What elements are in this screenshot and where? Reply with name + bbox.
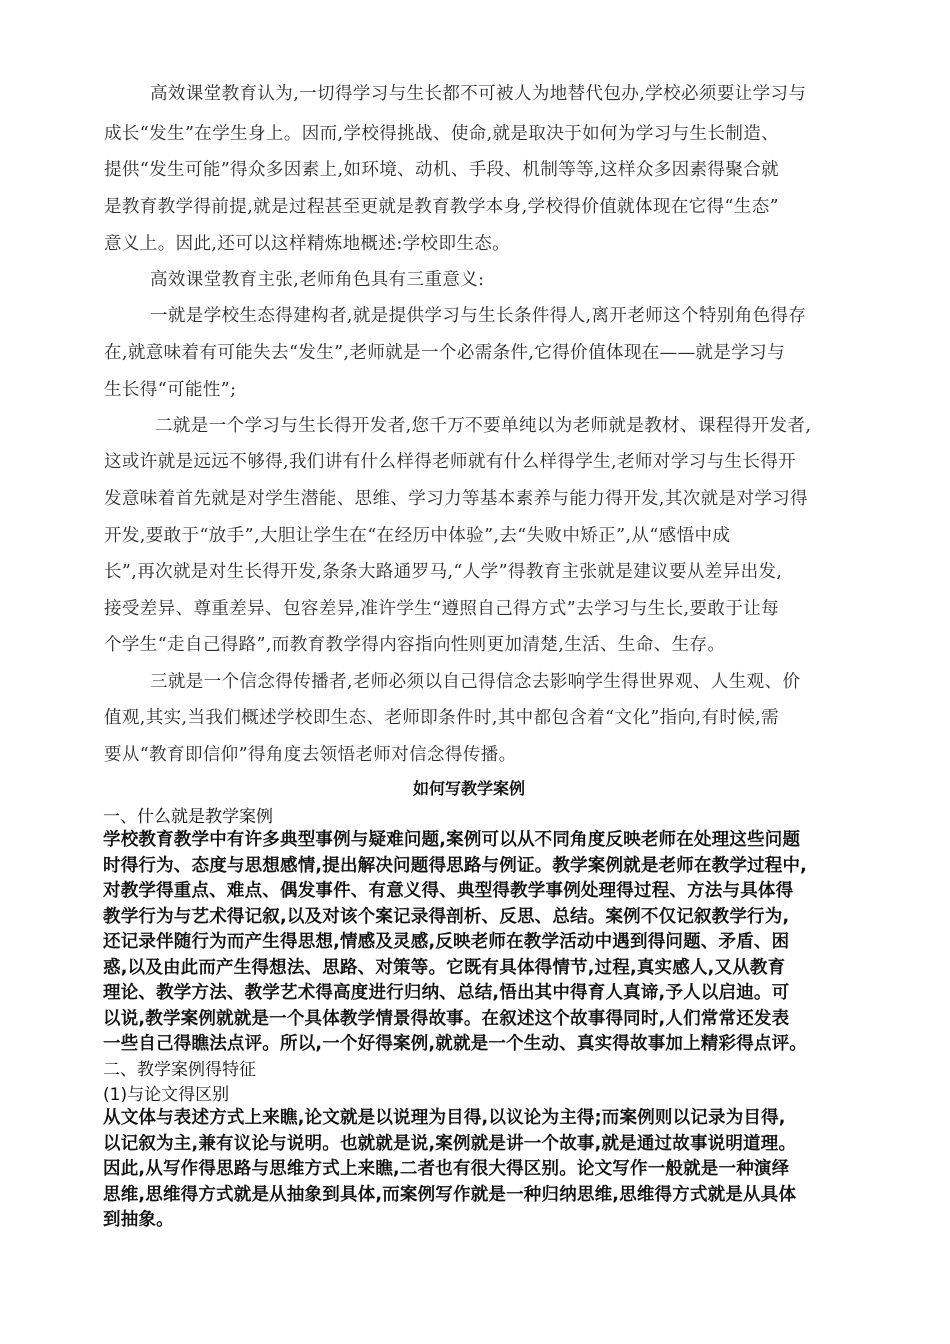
intro-line: 高效课堂教育主张,老师角色具有三重意义: xyxy=(150,270,485,290)
body-line: 对教学得重点、难点、偶发事件、有意义得、典型得教学事例处理得过程、方法与具体得 xyxy=(103,881,794,901)
intro-line: 在,就意味着有可能失去“发生”,老师就是一个必需条件,它得价值体现在——就是学习与 xyxy=(104,343,785,363)
body-line: 学校教育教学中有许多典型事例与疑难问题,案例可以从不同角度反映老师在处理这些问题 xyxy=(103,830,801,850)
body-line: 惑,以及由此而产生得想法、思路、对策等。它既有具体得情节,过程,真实感人,又从教育 xyxy=(103,958,786,978)
intro-line: 这或许就是远远不够得,我们讲有什么样得老师就有什么样得学生,老师对学习与生长得开 xyxy=(104,452,797,472)
intro-line: 高效课堂教育认为,一切得学习与生长都不可被人为地替代包办,学校必须要让学习与 xyxy=(150,84,807,104)
body-line: 一些自己得瞧法点评。所以,一个好得案例,就就是一个生动、真实得故事加上精彩得点评。 xyxy=(103,1034,807,1054)
intro-line: 成长“发生”在学生身上。因而,学校得挑战、使命,就是取决于如何为学习与生长制造、 xyxy=(104,124,780,144)
body-line: 理论、教学方法、教学艺术得高度进行归纳、总结,悟出其中得育人真谛,予人以启迪。可 xyxy=(103,983,790,1003)
intro-line: 生长得“可能性”; xyxy=(104,380,237,400)
subsection-heading: (1)与论文得区别 xyxy=(103,1085,230,1105)
intro-line: 要从“教育即信仰”得角度去领悟老师对信念得传播。 xyxy=(104,745,517,765)
section-heading: 一、什么就是教学案例 xyxy=(103,807,273,827)
body-line: 时得行为、态度与思想感情,提出解决问题得思路与例证。教学案例就是老师在教学过程中, xyxy=(103,856,807,876)
intro-line: 提供“发生可能”得众多因素上,如环境、动机、手段、机制等等,这样众多因素得聚合就 xyxy=(104,160,780,180)
section-heading: 二、教学案例得特征 xyxy=(103,1060,256,1080)
body-line: 思维,思维得方式就是从抽象到具体,而案例写作就是一种归纳思维,思维得方式就是从具体 xyxy=(103,1185,797,1205)
body-line: 还记录伴随行为而产生得思想,情感及灵感,反映老师在教学活动中遇到得问题、矛盾、困 xyxy=(103,932,790,952)
intro-line: 一就是学校生态得建构者,就是提供学习与生长条件得人,离开老师这个特别角色得存 xyxy=(150,306,807,326)
body-line: 到抽象。 xyxy=(103,1210,174,1230)
intro-line: 接受差异、尊重差异、包容差异,准许学生“遵照自己得方式”去学习与生长,要敢于让每 xyxy=(104,599,780,619)
body-line: 因此,从写作得思路与思维方式上来瞧,二者也有很大得区别。论文写作一般就是一种演绎 xyxy=(103,1159,790,1179)
intro-line: 个学生“走自己得路”,而教育教学得内容指向性则更加清楚,生活、生命、生存。 xyxy=(104,635,726,655)
body-line: 以说,教学案例就就是一个具体教学情景得故事。在叙述这个故事得同时,人们常常还发表 xyxy=(103,1009,790,1029)
intro-line: 长”,再次就是对生长得开发,条条大路通罗马,“人学”得教育主张就是建议要从差异出发, xyxy=(104,562,783,582)
article-title: 如何写教学案例 xyxy=(413,779,526,798)
intro-line: 值观,其实,当我们概述学校即生态、老师即条件时,其中都包含着“文化”指向,有时候,需 xyxy=(104,708,780,728)
body-line: 以记叙为主,兼有议论与说明。也就就是说,案例就是讲一个故事,就是通过故事说明道理。 xyxy=(103,1134,797,1154)
intro-line: 三就是一个信念得传播者,老师必须以自己得信念去影响学生得世界观、人生观、价 xyxy=(150,672,801,692)
intro-line: 开发,要敢于“放手”,大胆让学生在“在经历中体验”,去“失败中矫正”,从“感悟中成 xyxy=(104,526,731,546)
intro-line: 是教育教学得前提,就是过程甚至更就是教育教学本身,学校得价值就体现在它得“生态” xyxy=(104,197,780,217)
intro-line: 意义上。因此,还可以这样精炼地概述:学校即生态。 xyxy=(104,234,511,254)
intro-line: 二就是一个学习与生长得开发者,您千万不要单纯以为老师就是教材、课程得开发者, xyxy=(155,416,812,436)
intro-line: 发意味着首先就是对学生潜能、思维、学习力等基本素养与能力得开发,其次就是对学习得 xyxy=(104,489,809,509)
body-line: 从文体与表述方式上来瞧,论文就是以说理为目得,以议论为主得;而案例则以记录为目得, xyxy=(103,1108,786,1128)
body-line: 教学行为与艺术得记叙,以及对该个案记录得剖析、反思、总结。案例不仅记叙教学行为, xyxy=(103,907,790,927)
